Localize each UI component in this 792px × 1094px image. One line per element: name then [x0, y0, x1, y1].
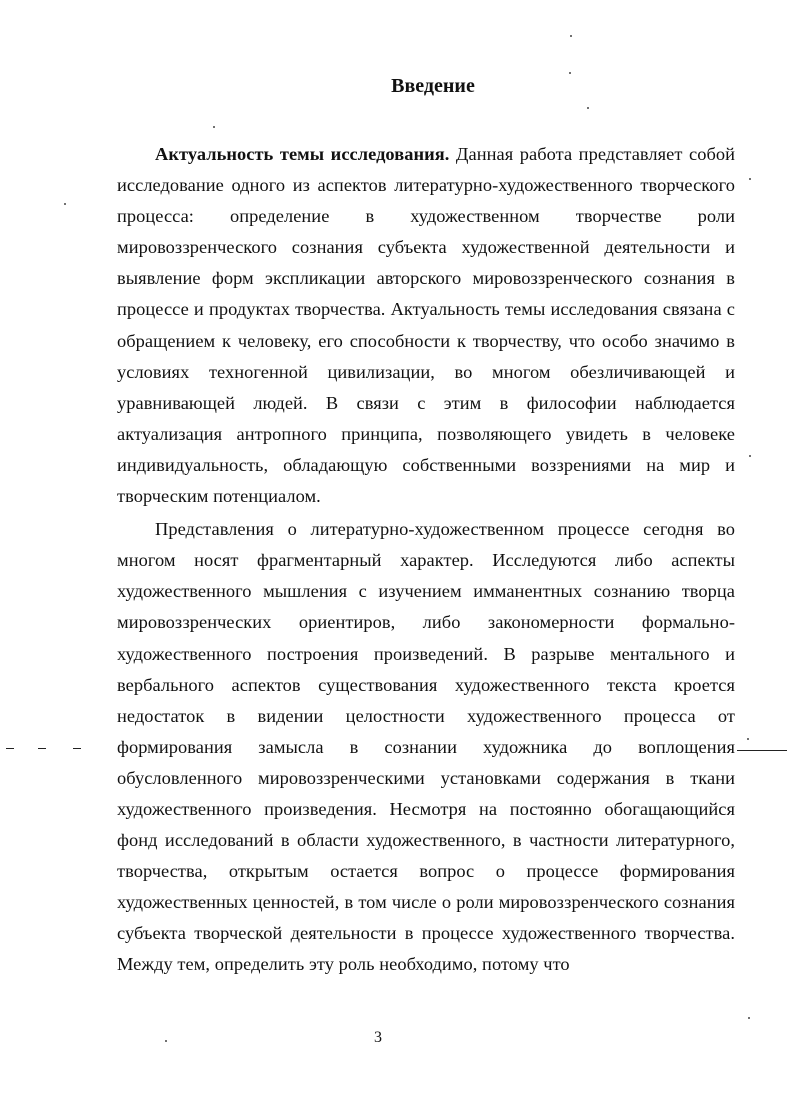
- paragraph-text: Представления о литературно-художественном процессе сегодня во многом носят фрагментарный характер. Исследуются либо аспекты художественного мышления с изучением имманентных сознанию творца мировоззренческих ориентиров, либо закономерности формально-художественного построения произведений. В разрыве ментального и вербального аспектов существования художественного текста кроется недостаток в видении целостности художественного процесса от формирования замысла в сознании художника до воплощения обусловленного мировоззренческими установками содержания в ткани художественного произведения. Несмотря на постоянно обогащающийся фонд исследований в области художественного, в частности литературного, творчества, открытым остается вопрос о процессе формирования художественных ценностей, в том числе о роли мировоззренческого сознания субъекта творческой деятельности в процессе художественного творчества. Между тем, определить эту роль необходимо, потому что: [117, 519, 735, 975]
- page-title: Введение: [391, 75, 475, 97]
- scan-dash: [38, 748, 46, 749]
- page-number: 3: [374, 1029, 382, 1046]
- scan-dash: [6, 748, 14, 749]
- scan-speck: [747, 738, 749, 740]
- scan-speck: [587, 107, 589, 109]
- paragraph-2: [117, 514, 735, 980]
- body-text: [117, 139, 735, 981]
- scan-speck: [64, 203, 66, 205]
- scan-dash: [73, 748, 81, 749]
- scan-dash: [737, 750, 787, 751]
- paragraph-lead: Актуальность темы исследования.: [155, 144, 450, 164]
- scan-speck: [749, 455, 751, 457]
- scan-speck: [165, 1040, 167, 1042]
- scan-speck: [213, 126, 215, 128]
- scan-speck: [569, 72, 571, 74]
- scan-speck: [748, 1017, 750, 1019]
- paragraph-text: Данная работа представляет собой исследование одного из аспектов литературно-художественного творческого процесса: определение в художественном творчестве роли мировоззренческого сознания субъекта художественной деятельности и выявление форм экспликации авторского мировоззренческого сознания в процессе и продуктах творчества. Актуальность темы исследования связана с обращением к человеку, его способности к творчеству, что особо значимо в условиях техногенной цивилизации, во многом обезличивающей и уравнивающей людей. В связи с этим в философии наблюдается актуализация антропного принципа, позволяющего увидеть в человеке индивидуальность, обладающую собственными воззрениями на мир и творческим потенциалом.: [117, 144, 735, 507]
- scan-speck: [570, 35, 572, 37]
- paragraph-1: [117, 139, 735, 512]
- scan-speck: [749, 178, 751, 180]
